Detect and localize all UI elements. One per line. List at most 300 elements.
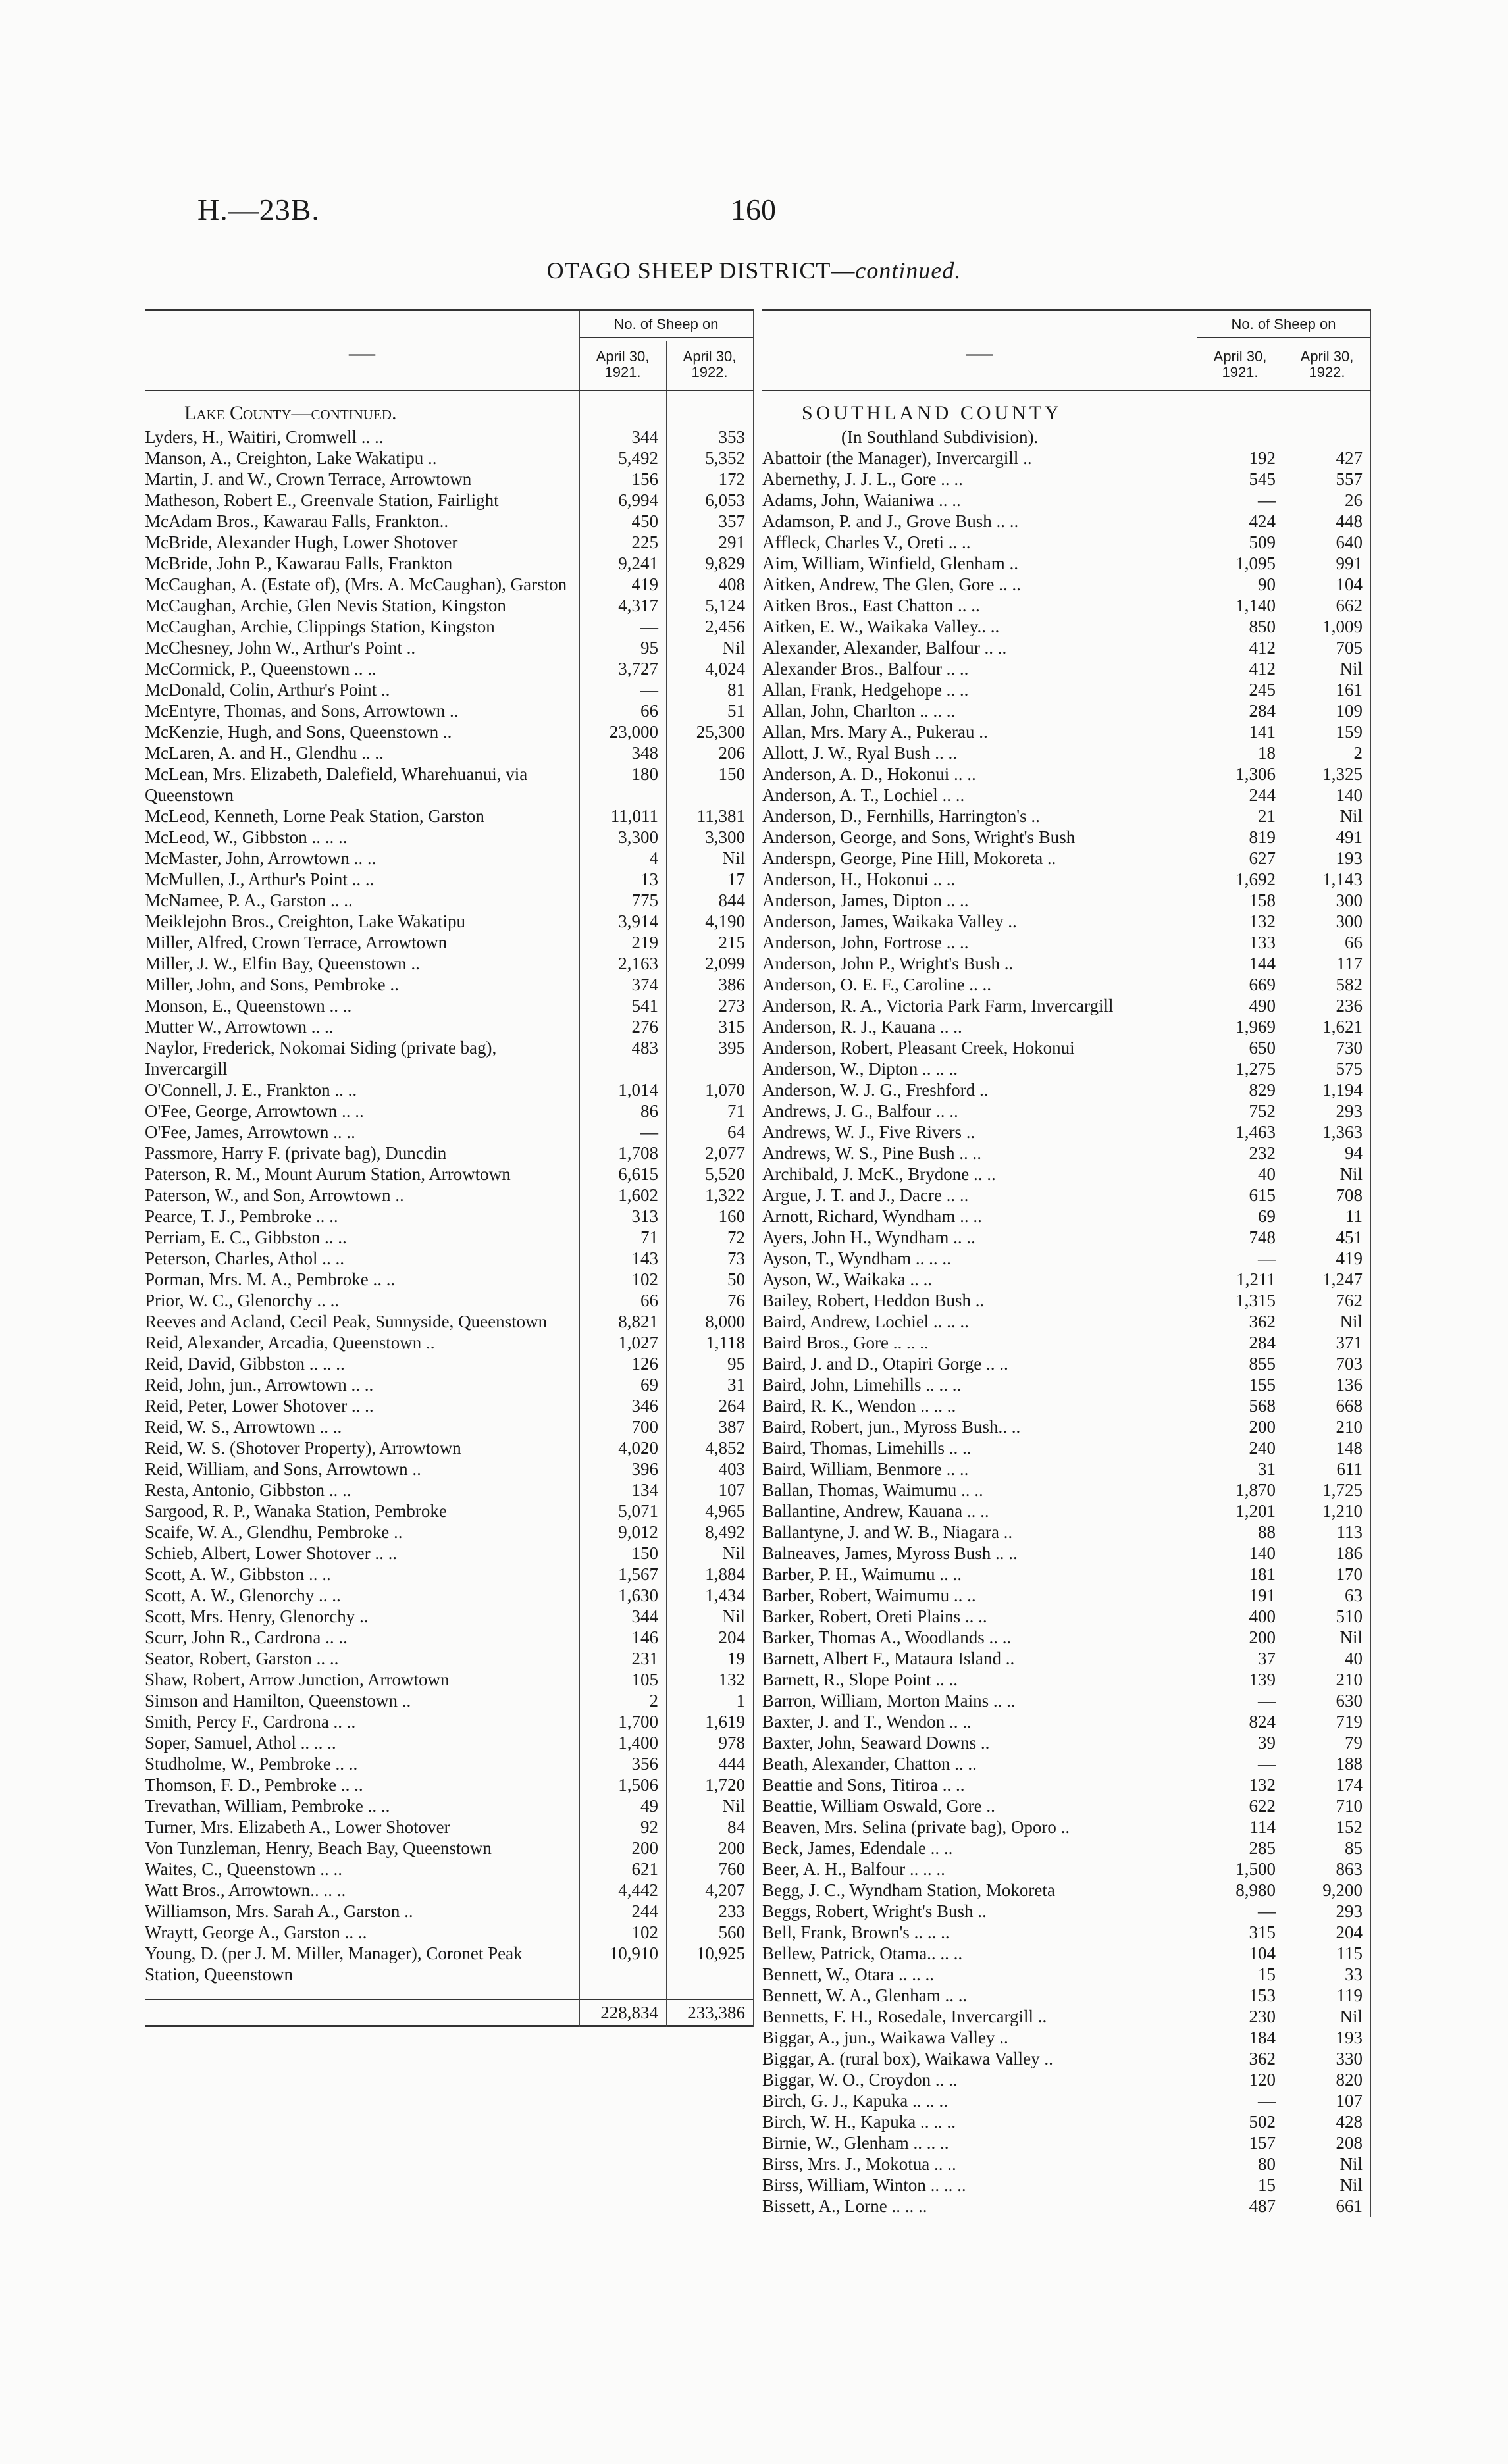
table-row <box>145 1142 754 1164</box>
sheep-1922: 451 <box>1336 1227 1363 1247</box>
sheep-1921: 126 <box>631 1354 658 1373</box>
sheep-1922: 1,210 <box>1322 1501 1363 1521</box>
sheep-1921: 90 <box>1258 575 1276 594</box>
owner-name: Adamson, P. and J., Grove Bush .. .. <box>762 511 1019 531</box>
owner-name: Seator, Robert, Garston .. .. <box>145 1649 339 1668</box>
table-row <box>762 700 1371 721</box>
sheep-1922: 172 <box>718 469 745 489</box>
sheep-1921: 356 <box>631 1754 658 1774</box>
name-column-header: — <box>966 338 993 367</box>
sheep-1921: 450 <box>631 511 658 531</box>
table-row <box>762 2195 1371 2217</box>
owner-name: Birch, W. H., Kapuka .. .. .. <box>762 2112 956 2132</box>
sheep-1922: 208 <box>1336 2133 1363 2153</box>
sheep-1921: 752 <box>1249 1101 1276 1121</box>
sheep-1922: 76 <box>727 1291 745 1310</box>
title-continued: continued. <box>855 257 962 284</box>
sheep-1921: 545 <box>1249 469 1276 489</box>
table-row <box>762 1437 1371 1458</box>
sheep-1921: — <box>1258 1691 1276 1710</box>
table-row <box>762 1522 1371 1543</box>
left-table-body <box>145 391 754 2027</box>
sheep-1922: 26 <box>1345 490 1363 510</box>
sheep-1921: 276 <box>631 1017 658 1037</box>
owner-name: Scott, Mrs. Henry, Glenorchy .. <box>145 1606 369 1626</box>
sheep-1922: 705 <box>1336 638 1363 657</box>
sheep-1922: 188 <box>1336 1754 1363 1774</box>
owner-name: Anderson, R. J., Kauana .. .. <box>762 1017 962 1037</box>
owner-name: Anderson, John, Fortrose .. .. <box>762 933 969 952</box>
table-row <box>145 532 754 553</box>
table-row <box>762 1016 1371 1037</box>
sheep-1921: 424 <box>1249 511 1276 531</box>
table-row <box>762 1037 1371 1058</box>
owner-name: Paterson, R. M., Mount Aurum Station, Arrowtown <box>145 1164 511 1184</box>
owner-name: Biggar, A., jun., Waikawa Valley .. <box>762 2028 1008 2047</box>
sheep-1922: 4,024 <box>705 659 745 679</box>
sheep-1921: 568 <box>1249 1396 1276 1416</box>
owner-name: McEntyre, Thomas, and Sons, Arrowtown .. <box>145 701 459 721</box>
sheep-1921: 400 <box>1249 1606 1276 1626</box>
owner-name: Biggar, A. (rural box), Waikawa Valley .. <box>762 2049 1053 2068</box>
sheep-1922: 357 <box>718 511 745 531</box>
table-row <box>145 1859 754 1880</box>
table-row <box>145 806 754 827</box>
sheep-1921: 8,821 <box>618 1312 658 1331</box>
sheep-1921: 348 <box>631 743 658 763</box>
owner-name: Anderson, Robert, Pleasant Creek, Hokonui <box>762 1038 1075 1058</box>
column-rule <box>666 341 667 390</box>
owner-name: Barber, P. H., Waimumu .. .. <box>762 1564 962 1584</box>
sheep-1922: 206 <box>718 743 745 763</box>
owner-name: Scott, A. W., Gibbston .. .. <box>145 1564 331 1584</box>
sheep-1922: 50 <box>727 1270 745 1289</box>
sheep-1921: 650 <box>1249 1038 1276 1058</box>
sheep-1922: 193 <box>1336 2028 1363 2047</box>
table-row <box>762 1079 1371 1100</box>
table-row <box>145 763 754 806</box>
sheep-1922: 762 <box>1336 1291 1363 1310</box>
sheep-1922: 386 <box>718 975 745 994</box>
table-row <box>762 721 1371 742</box>
owner-name: Beaven, Mrs. Selina (private bag), Oporo .. <box>762 1817 1070 1837</box>
sheep-1921: 1,692 <box>1235 869 1276 889</box>
sheep-1921: — <box>1258 1901 1276 1921</box>
table-row <box>145 1711 754 1732</box>
sheep-1921: 219 <box>631 933 658 952</box>
owner-name: Anderson, H., Hokonui .. .. <box>762 869 956 889</box>
date-1921-header: April 30, 1921. <box>596 348 650 380</box>
sheep-1922: 84 <box>727 1817 745 1837</box>
table-row <box>145 1837 754 1859</box>
table-row <box>762 574 1371 595</box>
owner-name: Soper, Samuel, Athol .. .. .. <box>145 1733 336 1753</box>
owner-name: Simson and Hamilton, Queenstown .. <box>145 1691 411 1710</box>
sheep-1921: 1,506 <box>618 1775 658 1795</box>
table-row <box>762 784 1371 806</box>
owner-name: Andrews, W. J., Five Rivers .. <box>762 1122 975 1142</box>
sheep-1921: 362 <box>1249 1312 1276 1331</box>
sheep-1921: 621 <box>631 1859 658 1879</box>
table-row <box>145 1774 754 1795</box>
owner-name: Allan, Frank, Hedgehope .. .. <box>762 680 969 700</box>
sheep-1921: — <box>1258 1754 1276 1774</box>
sheep-1921: 509 <box>1249 532 1276 552</box>
title-text: OTAGO SHEEP DISTRICT— <box>546 257 856 284</box>
table-row <box>145 1458 754 1479</box>
sheep-1921: 155 <box>1249 1375 1276 1395</box>
sheep-1921: 490 <box>1249 996 1276 1015</box>
owner-name: Porman, Mrs. M. A., Pembroke .. .. <box>145 1270 396 1289</box>
table-row <box>145 616 754 637</box>
sheep-1921: 95 <box>640 638 658 657</box>
owner-name: Affleck, Charles V., Oreti .. .. <box>762 532 971 552</box>
table-row <box>762 2048 1371 2069</box>
sheep-1921: 102 <box>631 1922 658 1942</box>
owner-name: Miller, John, and Sons, Pembroke .. <box>145 975 399 994</box>
sheep-1921: 615 <box>1249 1185 1276 1205</box>
owner-name: Beer, A. H., Balfour .. .. .. <box>762 1859 945 1879</box>
sheep-1922: 79 <box>1345 1733 1363 1753</box>
sheep-1921: 69 <box>1258 1206 1276 1226</box>
sheep-1921: — <box>640 680 658 700</box>
table-row <box>762 1627 1371 1648</box>
owner-name: Sargood, R. P., Wanaka Station, Pembroke <box>145 1501 447 1521</box>
sheep-1921: 1,211 <box>1236 1270 1276 1289</box>
sheep-1921: 3,914 <box>618 911 658 931</box>
owner-name: McLeod, Kenneth, Lorne Peak Station, Garston <box>145 806 484 826</box>
table-row <box>145 595 754 616</box>
sheep-1922: 575 <box>1336 1059 1363 1079</box>
table-row <box>762 763 1371 784</box>
sheep-1922: 4,190 <box>705 911 745 931</box>
sheep-1921: 225 <box>631 532 658 552</box>
table-row <box>145 679 754 700</box>
table-row <box>145 1901 754 1922</box>
owner-name: Alexander Bros., Balfour .. .. <box>762 659 969 679</box>
table-row <box>145 1290 754 1311</box>
owner-name: McKenzie, Hugh, and Sons, Queenstown .. <box>145 722 452 742</box>
sheep-1921: 1,708 <box>618 1143 658 1163</box>
table-row <box>762 1648 1371 1669</box>
table-row <box>145 1522 754 1543</box>
sheep-1921: 9,012 <box>618 1522 658 1542</box>
table-row <box>762 532 1371 553</box>
owner-name: Ayers, John H., Wyndham .. .. <box>762 1227 975 1247</box>
sheep-1922: 109 <box>1336 701 1363 721</box>
sheep-1922: 703 <box>1336 1354 1363 1373</box>
sheep-1922: 3,300 <box>705 827 745 847</box>
sheep-1922: 17 <box>727 869 745 889</box>
sheep-1921: 144 <box>1249 954 1276 973</box>
sheep-1922: 353 <box>718 427 745 447</box>
sheep-count-header: No. of Sheep on <box>579 316 753 338</box>
sheep-1921: 31 <box>1258 1459 1276 1479</box>
table-row <box>762 2132 1371 2153</box>
sheep-1922: Nil <box>1339 806 1363 826</box>
sheep-1921: 748 <box>1249 1227 1276 1247</box>
sheep-1922: 31 <box>727 1375 745 1395</box>
sheep-1922: Nil <box>1339 1312 1363 1331</box>
sheep-1922: 710 <box>1336 1796 1363 1816</box>
sheep-1921: 4,020 <box>618 1438 658 1458</box>
sheep-1922: 491 <box>1336 827 1363 847</box>
table-row <box>762 1416 1371 1437</box>
column-rule <box>579 391 580 2027</box>
sheep-1921: 622 <box>1249 1796 1276 1816</box>
table-row <box>145 426 754 448</box>
column-rule <box>753 311 754 390</box>
owner-name: Pearce, T. J., Pembroke .. .. <box>145 1206 338 1226</box>
sheep-1921: 146 <box>631 1628 658 1647</box>
table-row <box>145 1395 754 1416</box>
sheep-1922: 1 <box>736 1691 745 1710</box>
column-rule <box>1370 391 1371 2217</box>
sheep-1922: 210 <box>1336 1670 1363 1689</box>
table-row <box>762 1353 1371 1374</box>
owner-name: McLean, Mrs. Elizabeth, Dalefield, Wharehuanui, via Queenstown <box>145 764 528 805</box>
table-row <box>762 1458 1371 1479</box>
table-row <box>145 1479 754 1501</box>
table-row <box>145 1753 754 1774</box>
owner-name: Miller, J. W., Elfin Bay, Queenstown .. <box>145 954 420 973</box>
sheep-1922: 94 <box>1345 1143 1363 1163</box>
owner-name: Studholme, W., Pembroke .. .. <box>145 1754 358 1774</box>
owner-name: Barron, William, Morton Mains .. .. <box>762 1691 1016 1710</box>
owner-name: Reid, David, Gibbston .. .. .. <box>145 1354 345 1373</box>
sheep-1921: 105 <box>631 1670 658 1689</box>
sheep-1921: 344 <box>631 427 658 447</box>
sheep-1922: 1,143 <box>1322 869 1363 889</box>
sheep-1921: 134 <box>631 1480 658 1500</box>
sheep-1921: 153 <box>1249 1986 1276 2005</box>
sheep-1921: — <box>1258 1248 1276 1268</box>
sheep-1922: 668 <box>1336 1396 1363 1416</box>
owner-name: Allan, John, Charlton .. .. .. <box>762 701 956 721</box>
table-row <box>762 1816 1371 1837</box>
table-row <box>762 1922 1371 1943</box>
table-row <box>762 1311 1371 1332</box>
left-table <box>145 309 754 2027</box>
page-title <box>0 257 1508 284</box>
sheep-1921: 66 <box>640 701 658 721</box>
sheep-1922: 148 <box>1336 1438 1363 1458</box>
sheep-1921: 244 <box>1249 785 1276 805</box>
table-row <box>762 953 1371 974</box>
sheep-1922: 152 <box>1336 1817 1363 1837</box>
sheep-1922: Nil <box>722 1543 745 1563</box>
owner-name: Allan, Mrs. Mary A., Pukerau .. <box>762 722 988 742</box>
table-row <box>145 1269 754 1290</box>
owner-name: Reid, William, and Sons, Arrowtown .. <box>145 1459 421 1479</box>
table-row <box>145 1795 754 1816</box>
table-row <box>762 1479 1371 1501</box>
sheep-1921: 200 <box>1249 1628 1276 1647</box>
owner-name: Reeves and Acland, Cecil Peak, Sunnyside, Queenstown <box>145 1312 548 1331</box>
sheep-1921: 1,969 <box>1235 1017 1276 1037</box>
sheep-1922: 403 <box>718 1459 745 1479</box>
table-row <box>762 1058 1371 1079</box>
table-row <box>762 1121 1371 1142</box>
sheep-1921: 5,071 <box>618 1501 658 1521</box>
table-row <box>145 1037 754 1079</box>
sheep-1921: 21 <box>1258 806 1276 826</box>
table-row <box>145 742 754 763</box>
owner-name: Beattie, William Oswald, Gore .. <box>762 1796 995 1816</box>
table-row <box>145 1816 754 1837</box>
sheep-1922: 264 <box>718 1396 745 1416</box>
sheep-1921: 396 <box>631 1459 658 1479</box>
table-row <box>145 1501 754 1522</box>
right-table-header <box>762 309 1371 391</box>
sheep-1922: 760 <box>718 1859 745 1879</box>
sheep-1921: — <box>1258 490 1276 510</box>
owner-name: Anderspn, George, Pine Hill, Mokoreta .. <box>762 848 1056 868</box>
owner-name: Prior, W. C., Glenorchy .. .. <box>145 1291 340 1310</box>
owner-name: Alexander, Alexander, Balfour .. .. <box>762 638 1007 657</box>
owner-name: Birnie, W., Glenham .. .. .. <box>762 2133 949 2153</box>
sheep-1922: Nil <box>1339 2007 1363 2026</box>
sheep-1921: 104 <box>1249 1943 1276 1963</box>
table-row <box>762 1711 1371 1732</box>
table-row <box>145 1374 754 1395</box>
sheep-1922: 8,000 <box>705 1312 745 1331</box>
owner-name: Ballan, Thomas, Waimumu .. .. <box>762 1480 983 1500</box>
owner-name: McMullen, J., Arthur's Point .. .. <box>145 869 375 889</box>
owner-name: Arnott, Richard, Wyndham .. .. <box>762 1206 982 1226</box>
table-row <box>762 553 1371 574</box>
owner-name: Baird, R. K., Wendon .. .. .. <box>762 1396 956 1416</box>
table-row <box>145 1943 754 1985</box>
table-row <box>762 1227 1371 1248</box>
table-row <box>762 806 1371 827</box>
table-row <box>762 1964 1371 1985</box>
table-row <box>762 1795 1371 1816</box>
sheep-1921: 6,615 <box>618 1164 658 1184</box>
owner-name: Birss, William, Winton .. .. .. <box>762 2175 966 2195</box>
sheep-1922: 1,194 <box>1322 1080 1363 1100</box>
sheep-1922: 40 <box>1345 1649 1363 1668</box>
sheep-1921: 39 <box>1258 1733 1276 1753</box>
sheep-1922: 9,200 <box>1322 1880 1363 1900</box>
table-row <box>762 2069 1371 2090</box>
sheep-1922: 510 <box>1336 1606 1363 1626</box>
owner-name: Birss, Mrs. J., Mokotua .. .. <box>762 2154 956 2174</box>
sheep-1921: 66 <box>640 1291 658 1310</box>
sheep-1921: 18 <box>1258 743 1276 763</box>
sheep-1921: 315 <box>1249 1922 1276 1942</box>
sheep-1922: 1,725 <box>1322 1480 1363 1500</box>
sheep-1921: 10,910 <box>609 1943 658 1963</box>
sheep-1922: 2 <box>1353 743 1363 763</box>
owner-name: Beattie and Sons, Titiroa .. .. <box>762 1775 965 1795</box>
sheep-1922: 210 <box>1336 1417 1363 1437</box>
date-1922-header: April 30, 1922. <box>683 348 737 380</box>
owner-name: Barker, Thomas A., Woodlands .. .. <box>762 1628 1012 1647</box>
table-row <box>145 1606 754 1627</box>
sheep-1921: 13 <box>640 869 658 889</box>
table-row <box>145 700 754 721</box>
table-row <box>145 469 754 490</box>
owner-name: Aitken, E. W., Waikaka Valley.. .. <box>762 617 1000 636</box>
owner-name: Bell, Frank, Brown's .. .. .. <box>762 1922 950 1942</box>
sheep-1921: 139 <box>1249 1670 1276 1689</box>
table-row <box>762 1564 1371 1585</box>
owner-name: Aitken, Andrew, The Glen, Gore .. .. <box>762 575 1021 594</box>
owner-name: Paterson, W., and Son, Arrowtown .. <box>145 1185 404 1205</box>
sheep-1922: 66 <box>1345 933 1363 952</box>
sheep-1921: 114 <box>1249 1817 1276 1837</box>
sheep-1922: 428 <box>1336 2112 1363 2132</box>
sheep-1922: Nil <box>1339 2175 1363 2195</box>
owner-name: Argue, J. T. and J., Dacre .. .. <box>762 1185 969 1205</box>
sheep-1921: 184 <box>1249 2028 1276 2047</box>
owner-name: Bennetts, F. H., Rosedale, Invercargill .. <box>762 2007 1047 2026</box>
table-row <box>145 953 754 974</box>
sheep-1921: 200 <box>631 1838 658 1858</box>
table-row <box>145 911 754 932</box>
sheep-1922: 557 <box>1336 469 1363 489</box>
page-number: 160 <box>731 193 776 226</box>
sheep-1922: 204 <box>718 1628 745 1647</box>
sheep-1922: Nil <box>1339 2154 1363 2174</box>
sheep-1921: 15 <box>1258 2175 1276 2195</box>
sheep-1921: 230 <box>1249 2007 1276 2026</box>
table-row <box>145 974 754 995</box>
sheep-1922: 2,456 <box>705 617 745 636</box>
table-row <box>762 1774 1371 1795</box>
sheep-1921: 37 <box>1258 1649 1276 1668</box>
table-row <box>762 2174 1371 2195</box>
sheep-1921: 40 <box>1258 1164 1276 1184</box>
sheep-1921: 15 <box>1258 1964 1276 1984</box>
table-row <box>762 1985 1371 2006</box>
section-subheading: (In Southland Subdivision). <box>841 427 1039 447</box>
table-row <box>762 1142 1371 1164</box>
sheep-1922: 132 <box>718 1670 745 1689</box>
sheep-1921: 412 <box>1249 638 1276 657</box>
owner-name: Bissett, A., Lorne .. .. .. <box>762 2196 927 2216</box>
owner-name: Reid, W. S. (Shotover Property), Arrowtown <box>145 1438 461 1458</box>
sheep-1921: 669 <box>1249 975 1276 994</box>
owner-name: Mutter W., Arrowtown .. .. <box>145 1017 334 1037</box>
owner-name: O'Fee, George, Arrowtown .. .. <box>145 1101 364 1121</box>
table-row <box>762 2090 1371 2111</box>
sheep-1922: 1,322 <box>705 1185 745 1205</box>
table-row <box>145 995 754 1016</box>
sheep-1921: 855 <box>1249 1354 1276 1373</box>
sheep-1921: 1,870 <box>1235 1480 1276 1500</box>
table-row <box>762 995 1371 1016</box>
owner-name: McLeod, W., Gibbston .. .. .. <box>145 827 348 847</box>
table-row <box>762 911 1371 932</box>
sheep-1921: 541 <box>631 996 658 1015</box>
sheep-1921: 284 <box>1249 701 1276 721</box>
sheep-1921: 829 <box>1249 1080 1276 1100</box>
sheep-1922: 5,124 <box>705 596 745 615</box>
table-row <box>762 616 1371 637</box>
table-row <box>145 1437 754 1458</box>
table-row <box>762 2111 1371 2132</box>
owner-name: Scurr, John R., Cardrona .. .. <box>145 1628 348 1647</box>
table-row <box>145 1669 754 1690</box>
column-rule <box>1370 311 1371 390</box>
sheep-1922: 1,070 <box>705 1080 745 1100</box>
table-row <box>762 637 1371 658</box>
sheep-1922: 200 <box>718 1838 745 1858</box>
sheep-1922: 300 <box>1336 911 1363 931</box>
table-row <box>145 848 754 869</box>
